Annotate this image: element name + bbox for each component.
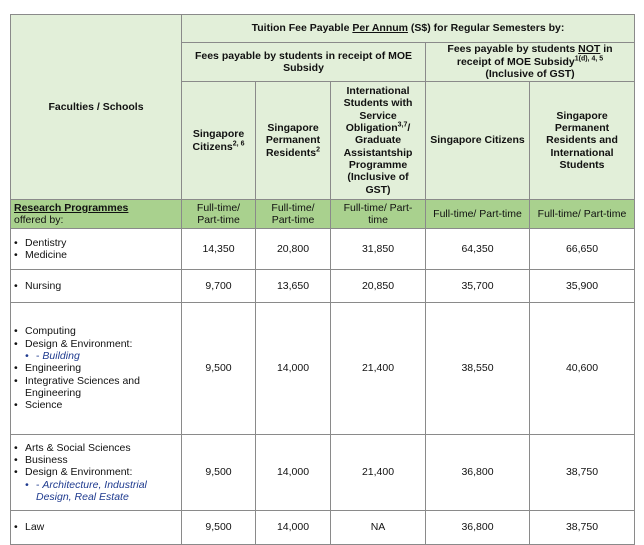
faculty-item: [14, 454, 178, 466]
fee-value: 66,650: [530, 229, 635, 270]
table-row: [11, 270, 635, 303]
non-moe-subsidy-group-header: Fees payable by students NOT in receipt of MOE Subsidy$^{1(d), 4, 5}$ (Inclusive of GST): [426, 43, 635, 82]
faculty-item: [14, 375, 178, 400]
faculty-name: Arts & Social Sciences: [25, 441, 131, 454]
faculty-list-cell: [11, 435, 182, 511]
faculty-sub-name: Building: [42, 349, 80, 362]
research-programmes-label: Research Programmes offered by:: [11, 200, 182, 229]
tuition-fee-table: [10, 14, 635, 545]
faculty-name: Integrative Sciences and Engineering: [25, 374, 140, 400]
fee-value: 9,500: [182, 435, 256, 511]
faculty-item: [14, 237, 178, 249]
faculty-list-cell: [11, 511, 182, 545]
faculty-list: [14, 521, 178, 533]
faculty-name: Dentistry: [25, 236, 67, 249]
faculty-list-cell: [11, 270, 182, 303]
mode-cell: Full-time/ Part-time: [182, 200, 256, 229]
research-programmes-row: [11, 200, 635, 229]
faculty-name: Science: [25, 399, 63, 412]
fee-value: 14,000: [256, 303, 331, 435]
faculty-list: [14, 237, 178, 262]
fee-value: NA: [331, 511, 426, 545]
table-row: [11, 229, 635, 270]
col-header-spr-intl-non-moe: Singapore Permanent Residents and International Students: [530, 82, 635, 200]
faculty-item: [14, 362, 178, 374]
fee-value: 38,750: [530, 435, 635, 511]
fee-value: 14,350: [182, 229, 256, 270]
faculty-name: Law: [25, 521, 45, 534]
fee-value: 35,900: [530, 270, 635, 303]
fee-value: 20,800: [256, 229, 331, 270]
table-row: [11, 303, 635, 435]
faculty-item: [14, 442, 178, 454]
col-header-intl-moe: International Students with Service Obligation$^{3,7}$/ Graduate Assistantship Programme (Inclusive of GST): [331, 82, 426, 200]
mode-cell: Full-time/ Part-time: [256, 200, 331, 229]
col-header-sc-non-moe: Singapore Citizens: [426, 82, 530, 200]
table-row: [11, 511, 635, 545]
col-header-sc-moe: Singapore Citizens$^{2, 6}$: [182, 82, 256, 200]
table-title: Tuition Fee Payable Per Annum (S$) for Regular Semesters by:: [182, 15, 635, 43]
mode-cell: Full-time/ Part-time: [331, 200, 426, 229]
fee-value: 36,800: [426, 435, 530, 511]
faculty-name: Design & Environment:: [25, 337, 133, 350]
faculties-header: Faculties / Schools: [11, 15, 182, 200]
faculty-list-cell: [11, 229, 182, 270]
faculty-item: [14, 249, 178, 261]
faculty-item: [14, 280, 178, 292]
fee-value: 21,400: [331, 303, 426, 435]
faculty-name: Medicine: [25, 249, 68, 261]
fee-value: 40,600: [530, 303, 635, 435]
fee-value: 36,800: [426, 511, 530, 545]
faculty-list: [14, 280, 178, 292]
mode-cell: Full-time/ Part-time: [530, 200, 635, 229]
fee-value: 9,700: [182, 270, 256, 303]
faculty-item: [14, 466, 178, 503]
faculty-list: [14, 325, 178, 412]
fee-value: 38,550: [426, 303, 530, 435]
faculty-sub-name: Architecture, Industrial Design, Real Estate: [36, 478, 147, 504]
faculty-item: [14, 325, 178, 337]
mode-cell: Full-time/ Part-time: [426, 200, 530, 229]
col-header-spr-moe: Singapore Permanent Residents$^2$: [256, 82, 331, 200]
faculty-name: Engineering: [25, 362, 82, 375]
faculty-item: [14, 521, 178, 533]
faculty-name: Business: [25, 453, 68, 466]
fee-value: 14,000: [256, 435, 331, 511]
fee-value: 21,400: [331, 435, 426, 511]
faculty-list-cell: [11, 303, 182, 435]
fee-value: 31,850: [331, 229, 426, 270]
faculty-name: Design & Environment:: [25, 466, 133, 479]
faculty-sub-item: • - Architecture, Industrial Design, Real Estate: [25, 479, 178, 504]
faculty-sub-item: • - Building: [25, 350, 178, 362]
fee-value: 38,750: [530, 511, 635, 545]
faculty-item: [14, 399, 178, 411]
faculty-list: [14, 442, 178, 504]
faculty-name: Computing: [25, 325, 76, 338]
fee-value: 35,700: [426, 270, 530, 303]
faculty-name: Nursing: [25, 279, 62, 292]
faculty-item: [14, 338, 178, 363]
fee-value: 9,500: [182, 303, 256, 435]
table-row: [11, 435, 635, 511]
fee-value: 14,000: [256, 511, 331, 545]
fee-value: 9,500: [182, 511, 256, 545]
moe-subsidy-group-header: Fees payable by students in receipt of MOE Subsidy: [182, 43, 426, 82]
fee-value: 64,350: [426, 229, 530, 270]
fee-value: 20,850: [331, 270, 426, 303]
fee-value: 13,650: [256, 270, 331, 303]
